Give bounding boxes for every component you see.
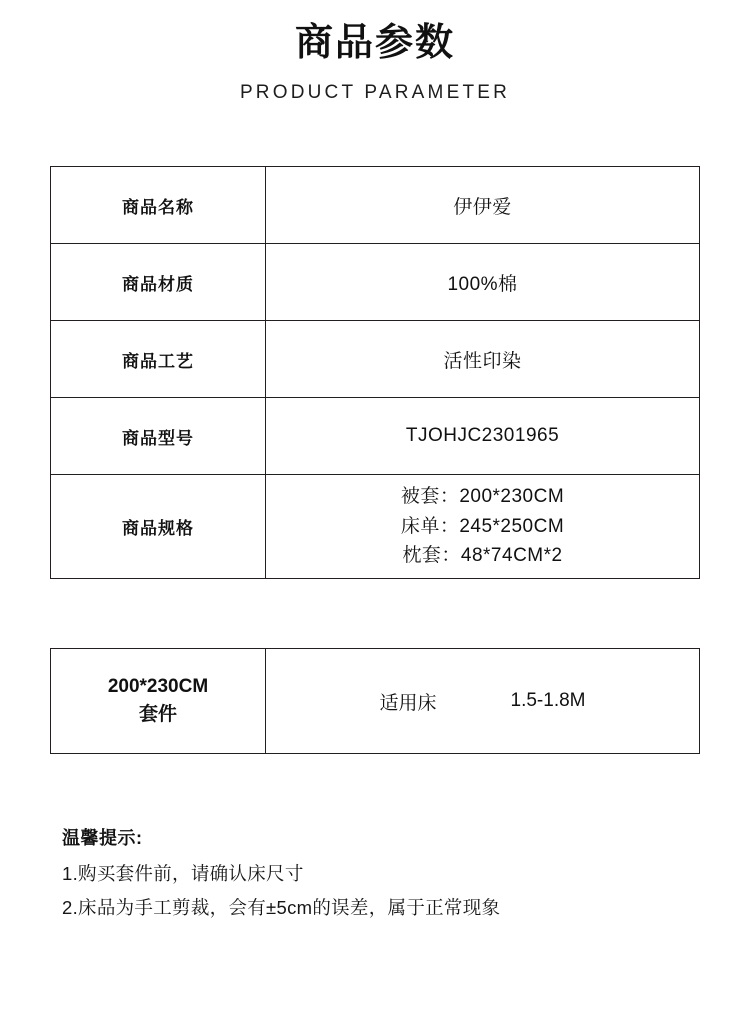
- applicable-bed-value: 1.5-1.8M: [510, 690, 586, 711]
- spec-value-multiline: [266, 475, 700, 579]
- spec-value: 100%棉: [266, 244, 700, 321]
- spec-label: 商品型号: [51, 398, 266, 475]
- notes-block: [62, 824, 702, 925]
- spec-value: 活性印染: [266, 321, 700, 398]
- page-header: [0, 0, 750, 104]
- spec-value: 伊伊爱: [266, 167, 700, 244]
- spec-line: 被套：200*230CM: [400, 486, 565, 508]
- page-subtitle: PRODUCT PARAMETER: [239, 81, 511, 103]
- table-row: [51, 398, 700, 475]
- notes-line: 2.床品为手工剪裁，会有±5cm的误差，属于正常现象: [62, 897, 501, 919]
- spec-value: TJOHJC2301965: [266, 398, 700, 475]
- table-row: [51, 475, 700, 579]
- size-label-line2: 套件: [138, 704, 177, 725]
- spec-line: 枕套：48*74CM*2: [402, 545, 563, 567]
- table-row: [51, 167, 700, 244]
- notes-line: 1.购买套件前，请确认床尺寸: [62, 863, 304, 884]
- size-label: [51, 649, 266, 754]
- table-row: [51, 244, 700, 321]
- table-row: [51, 649, 700, 754]
- applicable-bed-label: 适用床: [379, 692, 437, 714]
- spec-label: 商品规格: [51, 475, 266, 579]
- table-row: [51, 321, 700, 398]
- size-table: [50, 648, 700, 754]
- spec-label: 商品材质: [51, 244, 266, 321]
- page-title: 商品参数: [294, 22, 455, 64]
- spec-line: 床单：245*250CM: [400, 515, 565, 537]
- spec-table: [50, 166, 700, 579]
- size-label-line1: 200*230CM: [107, 675, 209, 697]
- size-value: [266, 649, 700, 754]
- spec-label: 商品工艺: [51, 321, 266, 398]
- notes-title: 温馨提示:: [62, 828, 143, 848]
- spec-label: 商品名称: [51, 167, 266, 244]
